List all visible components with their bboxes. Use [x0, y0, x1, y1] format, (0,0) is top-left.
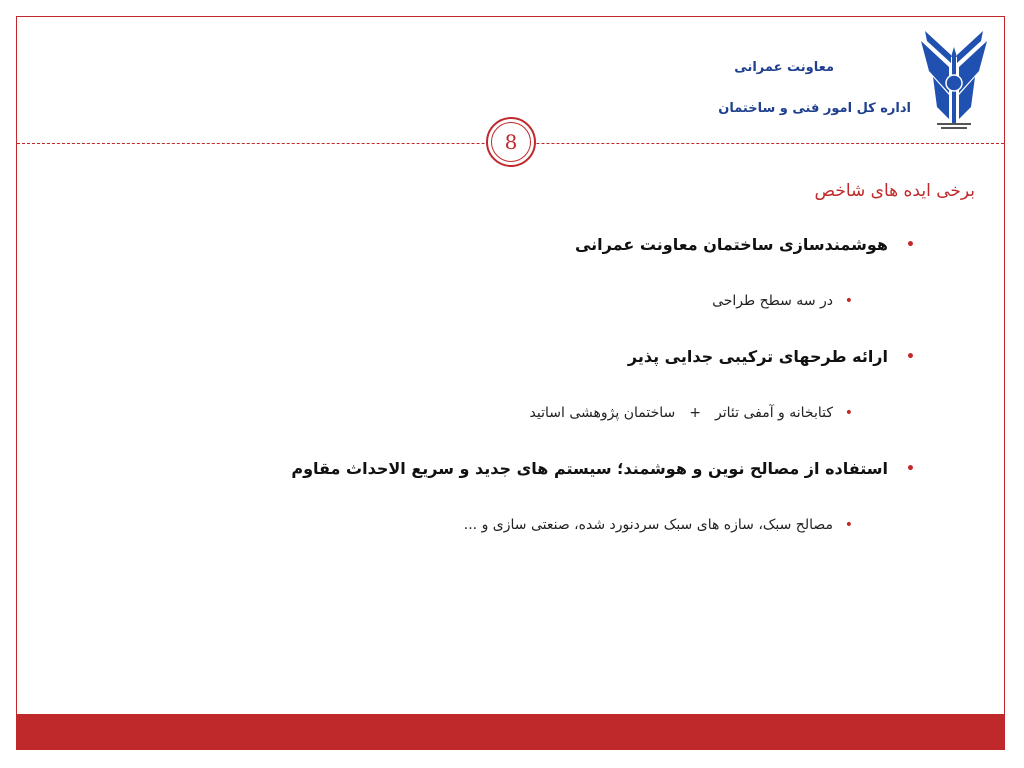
bullet-item-2-title: ارائه طرحهای ترکیبی جدایی پذیر [627, 347, 888, 366]
page-number: 8 [504, 130, 518, 154]
bullet-subitem-3 [213, 512, 913, 568]
plus-separator: + [689, 405, 701, 421]
bullet-subitem-2-part-b: ساختمان پژوهشی اساتید [529, 405, 676, 421]
footer-bar [17, 714, 1004, 749]
page-number-badge [486, 117, 536, 167]
bullet-subitem-1-text: در سه سطح طراحی [712, 293, 833, 309]
department-name: اداره کل امور فنی و ساختمان [718, 101, 911, 116]
bullet-list [213, 232, 913, 568]
bullet-item-1-title: هوشمندسازی ساختمان معاونت عمرانی [574, 235, 888, 254]
section-title: برخی ایده های شاخص [814, 181, 975, 201]
bullet-item-2 [213, 344, 913, 400]
org-name: معاونت عمرانی [734, 60, 834, 75]
bullet-item-1 [213, 232, 913, 288]
bullet-item-3 [213, 456, 913, 512]
university-emblem-icon [915, 27, 993, 133]
bullet-item-3-title: استفاده از مصالح نوین و هوشمند؛ سیستم های جدید و سریع الاحداث مقاوم [291, 459, 888, 478]
bullet-subitem-2 [213, 400, 913, 456]
bullet-subitem-1 [213, 288, 913, 344]
bullet-subitem-2-part-a: کتابخانه و آمفی تئاتر [714, 405, 833, 421]
bullet-subitem-3-text: مصالح سبک، سازه های سبک سردنورد شده، صنعتی سازی و ... [463, 517, 833, 533]
slide [16, 16, 1005, 750]
